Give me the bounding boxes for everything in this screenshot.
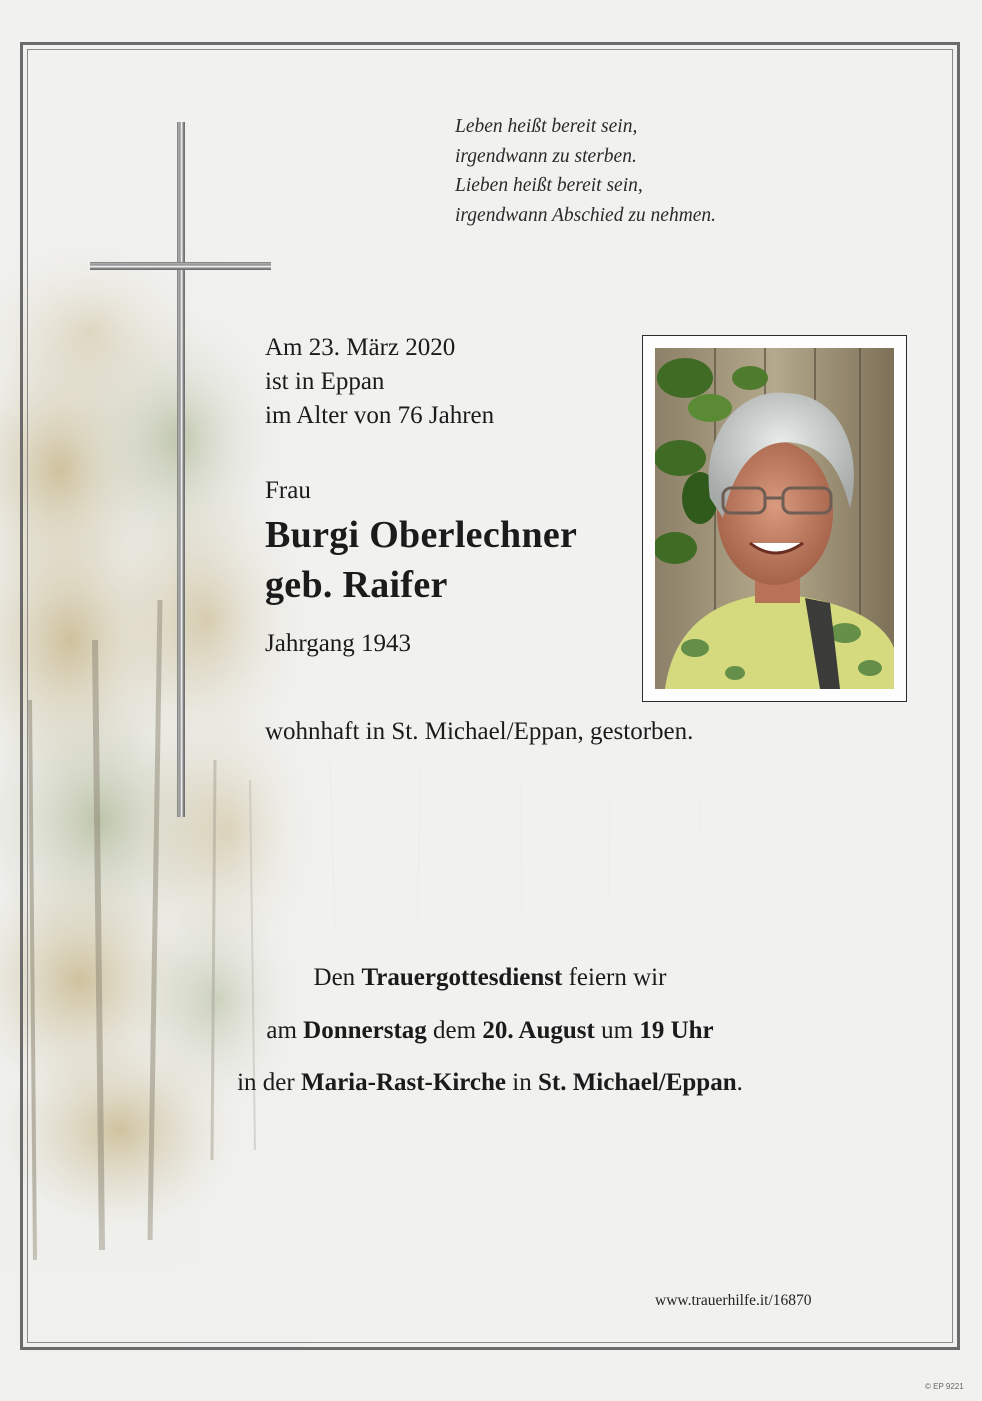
deceased-name: Burgi Oberlechner (265, 514, 578, 556)
poem-line: irgendwann zu sterben. (455, 145, 637, 167)
residence-line: wohnhaft in St. Michael/Eppan, gestorben. (265, 718, 694, 745)
poem-line: Lieben heißt bereit sein, (455, 175, 643, 196)
place-line: ist in Eppan (265, 368, 385, 395)
poem-line: Leben heißt bereit sein, (455, 116, 638, 137)
print-code: © EP 9221 (925, 1382, 964, 1391)
website-link[interactable]: www.trauerhilfe.it/16870 (655, 1292, 812, 1309)
service-line-3: in der Maria-Rast-Kirche in St. Michael/Eppan. (237, 1069, 743, 1096)
maiden-name: geb. Raifer (265, 564, 448, 606)
service-line-2: am Donnerstag dem 20. August um 19 Uhr (266, 1017, 714, 1044)
poem (455, 112, 716, 230)
birth-year: Jahrgang 1943 (265, 630, 412, 657)
cross-icon-horizontal (90, 262, 271, 270)
age-line: im Alter von 76 Jahren (265, 402, 495, 429)
date-line: Am 23. März 2020 (265, 334, 456, 361)
service-line-1: Den Trauergottesdienst feiern wir (313, 964, 667, 991)
poem-line: irgendwann Abschied zu nehmen. (455, 204, 717, 226)
cross-icon-vertical (177, 122, 185, 817)
death-notice-intro (265, 331, 494, 433)
portrait-photo (655, 348, 894, 689)
salutation: Frau (265, 477, 311, 504)
